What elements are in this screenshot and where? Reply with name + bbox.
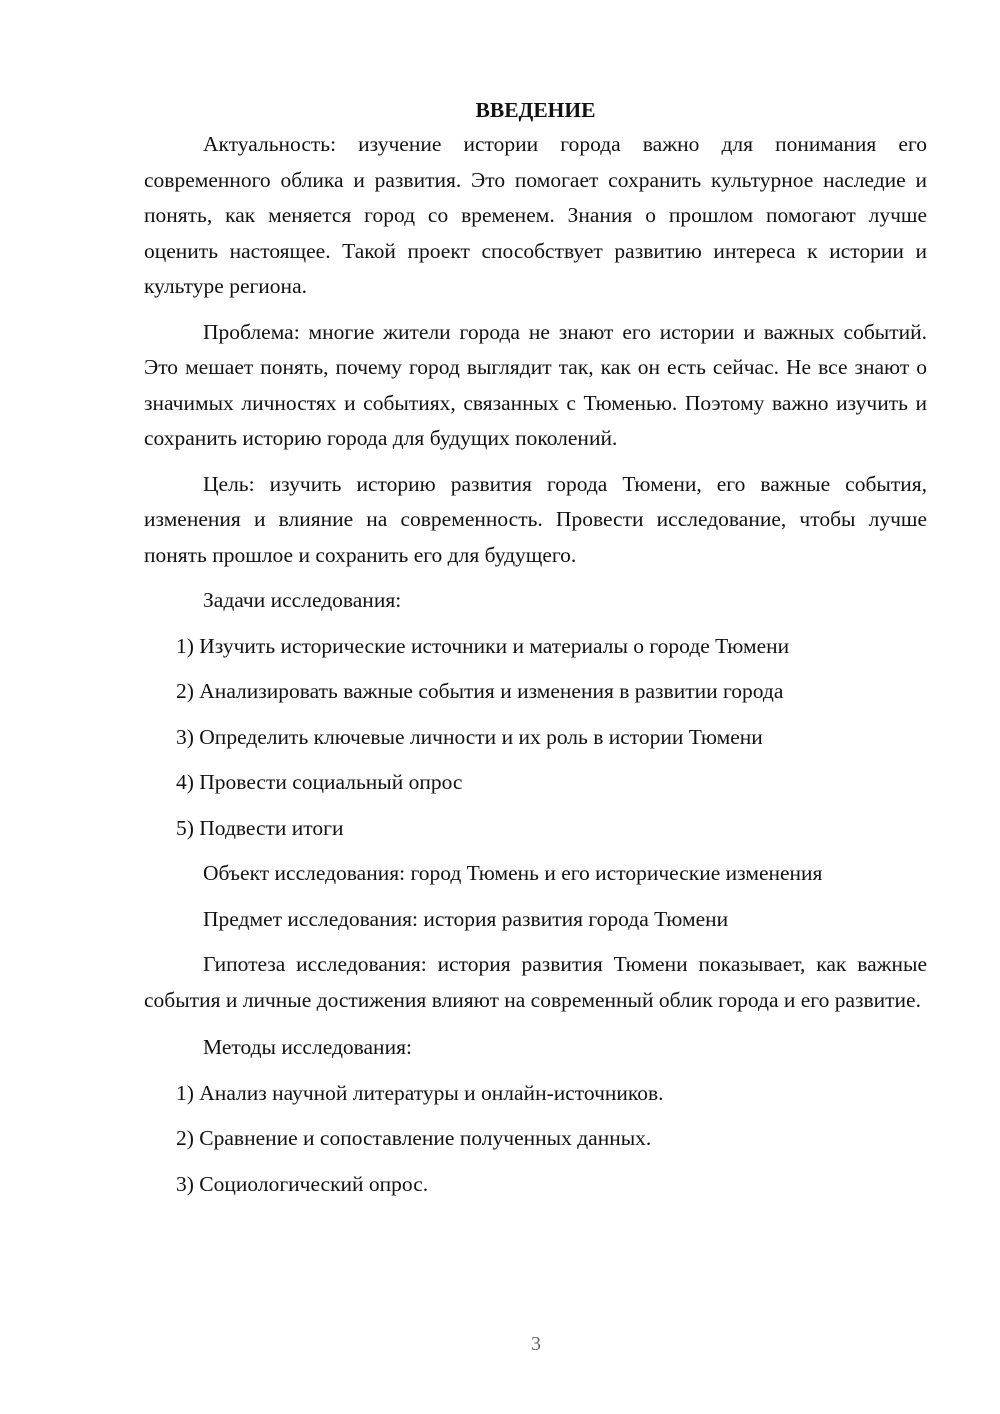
hypothesis-paragraph: Гипотеза исследования: история развития Тюмени показывает, как важные события и личные достижения влияют на современный облик города и его развитие. bbox=[144, 952, 927, 1012]
goal-paragraph: Цель: изучить историю развития города Тюмени, его важные события, изменения и влияние на современность. Провести исследование, чтобы лучше понять прошлое и сохранить его для будущего. bbox=[144, 471, 927, 567]
research-subject: Предмет исследования: история развития города Тюмени bbox=[203, 906, 729, 931]
methods-list bbox=[144, 1076, 927, 1203]
task-item: 4) Провести социальный опрос bbox=[176, 770, 463, 794]
section-title: ВВЕДЕНИЕ bbox=[475, 98, 596, 122]
tasks-list bbox=[144, 629, 927, 847]
research-object: Объект исследования: город Тюмень и его исторические изменения bbox=[203, 861, 823, 885]
tasks-heading: Задачи исследования: bbox=[203, 588, 402, 612]
method-item: 2) Сравнение и сопоставление полученных данных. bbox=[176, 1126, 652, 1150]
page-number: 3 bbox=[531, 1333, 541, 1355]
method-item: 3) Социологический опрос. bbox=[176, 1171, 429, 1196]
page-content bbox=[144, 94, 927, 1212]
problem-paragraph: Проблема: многие жители города не знают его истории и важных событий. Это мешает понять, почему город выглядит так, как он есть сейчас. Не все знают о значимых личностях и событиях, связанных с Тюменью. Поэтому важно изучить и сохранить историю города для будущих поколений. bbox=[144, 319, 927, 450]
task-item: 3) Определить ключевые личности и их роль в истории Тюмени bbox=[176, 724, 763, 749]
task-item: 5) Подвести итоги bbox=[176, 815, 344, 840]
task-item: 2) Анализировать важные события и изменения в развитии города bbox=[176, 679, 784, 703]
relevance-paragraph: Актуальность: изучение истории города важно для понимания его современного облика и развития. Это помогает сохранить культурное наследие и понять, как меняется город со временем. Знания о прошлом помогают лучше оценить настоящее. Такой проект способствует развитию интереса к истории и культуре региона. bbox=[144, 132, 927, 298]
methods-heading: Методы исследования: bbox=[203, 1035, 412, 1059]
task-item: 1) Изучить исторические источники и материалы о городе Тюмени bbox=[176, 633, 790, 658]
method-item: 1) Анализ научной литературы и онлайн-источников. bbox=[176, 1080, 664, 1105]
